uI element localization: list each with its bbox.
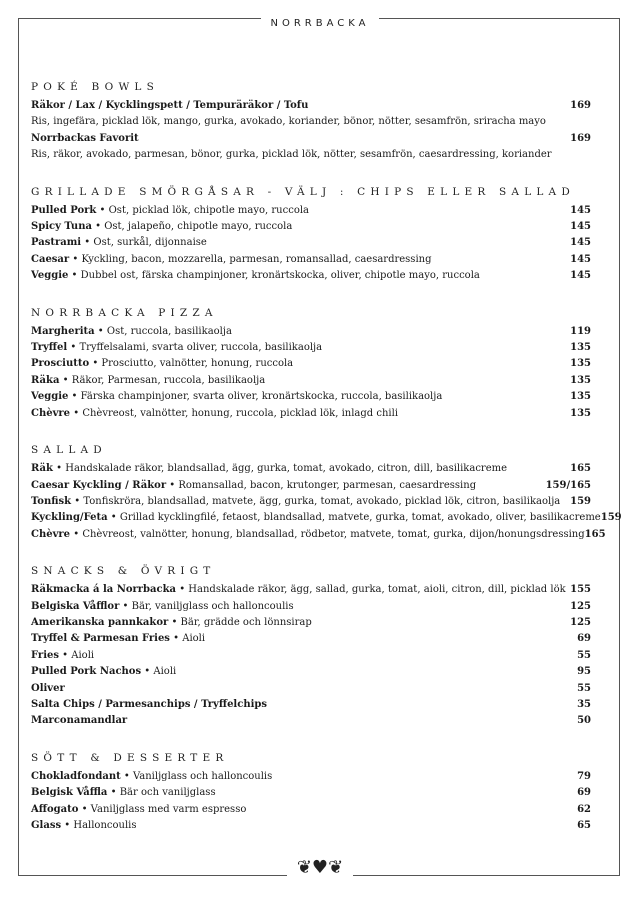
menu-item-name: Kyckling/Feta [31, 512, 108, 524]
menu-item-price: 119 [570, 325, 591, 337]
bullet-separator: • [67, 342, 80, 354]
menu-item-name: Amerikanska pannkakor [31, 616, 169, 628]
menu-item-description: Vaniljglass och halloncoulis [132, 770, 273, 782]
bullet-separator: • [78, 803, 91, 815]
bullet-separator: • [168, 616, 181, 628]
menu-item-name: Veggie [31, 391, 69, 403]
menu-item-name: Räka [31, 374, 60, 386]
menu-item-text [31, 769, 272, 785]
menu-item-name: Salta Chips / Parmesanchips / Tryffelchips [31, 698, 268, 710]
menu-item-description: Grillad kycklingfilé, fetaost, blandsallad, matvete, gurka, tomat, avokado, oliver, basilikacreme [119, 512, 601, 524]
menu-item-price: 159 [600, 512, 622, 524]
footer-ornament [0, 857, 640, 878]
menu-item-text [31, 648, 94, 664]
menu-item-text [31, 697, 267, 713]
menu-item-text [31, 599, 294, 615]
menu-section [31, 752, 591, 835]
menu-item-text [31, 664, 176, 680]
menu-item [31, 697, 591, 713]
menu-item-price: 159/165 [545, 479, 591, 491]
menu-item-text [31, 219, 292, 235]
menu-item-name: Chèvre [31, 528, 71, 540]
menu-item [31, 664, 591, 680]
menu-item-price: 69 [577, 787, 591, 799]
menu-item-price: 65 [577, 820, 591, 831]
menu-item [31, 461, 591, 477]
menu-item-text [31, 582, 566, 598]
menu-item-price: 165 [570, 463, 591, 475]
menu-item-description: Handskalade räkor, blandsallad, ägg, gurka, tomat, avokado, citron, dill, basilikacreme [65, 463, 508, 475]
menu-item-price: 165 [584, 528, 606, 540]
menu-item [31, 340, 591, 356]
menu-item-price: 79 [577, 770, 591, 782]
menu-item-ingredients: Ris, räkor, avokado, parmesan, bönor, gurka, picklad lök, nötter, sesamfrön, caesardressing, koriander [31, 149, 552, 161]
menu-item-name: Räkmacka á la Norrbacka [31, 584, 177, 596]
menu-item [31, 785, 591, 801]
menu-item-description: Ost, surkål, dijonnaise [93, 237, 207, 249]
section-title: NORRBACKA PIZZA [31, 306, 218, 319]
menu-item-price: 62 [577, 803, 591, 815]
menu-item [31, 98, 591, 114]
menu-item-text [31, 461, 507, 477]
menu-item [31, 494, 591, 510]
menu-item-name: Pulled Pork Nachos [31, 666, 142, 678]
menu-item-name: Glass [31, 820, 62, 831]
menu-item-text [31, 235, 207, 251]
menu-item-price: 55 [577, 682, 591, 694]
bullet-separator: • [91, 221, 105, 233]
menu-item-name: Caesar Kyckling / Räkor [31, 479, 167, 491]
menu-item [31, 478, 591, 494]
bullet-separator: • [81, 237, 94, 249]
bullet-separator: • [70, 407, 83, 419]
menu-item-price: 135 [570, 407, 591, 419]
menu-item-text [31, 252, 431, 268]
menu-item-description: Bär, grädde och lönnsirap [180, 616, 312, 628]
menu-item-name: Margherita [31, 325, 95, 337]
menu-item-text [31, 615, 312, 631]
menu-item-name: Marconamandlar [31, 715, 128, 727]
menu-item [31, 769, 591, 785]
menu-item-description: Handskalade räkor, ägg, sallad, gurka, tomat, aioli, citron, dill, picklad lök [188, 584, 566, 596]
menu-item-name: Affogato [31, 803, 79, 815]
menu-item-description: Prosciutto, valnötter, honung, ruccola [101, 358, 294, 370]
menu-item [31, 324, 591, 340]
ornament-icon: ❦♥❦ [287, 857, 353, 878]
bullet-separator: • [96, 204, 109, 216]
menu-item [31, 615, 591, 631]
menu-item-description: Aioli [153, 666, 177, 678]
menu-item [31, 203, 591, 219]
menu-item-text [31, 98, 308, 114]
section-title: POKÉ BOWLS [31, 81, 159, 93]
menu-item-description: Räkor, Parmesan, ruccola, basilikaolja [71, 374, 266, 386]
menu-item-text [31, 203, 309, 219]
menu-item [31, 527, 606, 543]
menu-item-text [31, 802, 246, 818]
menu-item-name: Caesar [31, 253, 70, 265]
menu-item-name: Tryffel & Parmesan Fries [31, 633, 170, 645]
menu-item-text [31, 785, 216, 801]
menu-item-name: Räkor / Lax / Kycklingspett / Tempuräräkor / Tofu [31, 100, 309, 111]
menu-item-price: 125 [570, 616, 591, 628]
section-title: SNACKS & ÖVRIGT [31, 565, 216, 578]
menu-section [31, 186, 591, 285]
menu-item-price: 69 [577, 633, 591, 645]
menu-item-text [31, 510, 601, 526]
section-title: GRILLADE SMÖRGÅSAR - VÄLJ : CHIPS ELLER SALLAD [31, 185, 575, 198]
bullet-separator: • [68, 270, 81, 282]
menu-item-name: Norrbackas Favorit [31, 132, 139, 144]
menu-content [31, 81, 622, 856]
menu-item-text [31, 356, 293, 372]
menu-item-description: Aioli [182, 633, 206, 645]
menu-item-price: 145 [570, 204, 591, 216]
menu-item-description: Ost, ruccola, basilikaolja [106, 325, 232, 337]
menu-item-price: 35 [577, 698, 591, 710]
menu-item-description: Ost, jalapeño, chipotle mayo, ruccola [104, 221, 293, 233]
menu-item-name: Pastrami [31, 237, 82, 249]
menu-item-price: 50 [577, 715, 591, 727]
menu-item-text [31, 478, 476, 494]
menu-item-name: Spicy Tuna [31, 221, 92, 233]
menu-item-description: Kyckling, bacon, mozzarella, parmesan, romansallad, caesardressing [81, 253, 432, 265]
menu-item-name: Tonfisk [31, 495, 72, 507]
menu-item-text [31, 340, 322, 356]
menu-item-text [31, 494, 560, 510]
menu-item [31, 802, 591, 818]
menu-item-description: Romansallad, bacon, krutonger, parmesan, caesardressing [178, 479, 477, 491]
menu-item-description: Halloncoulis [73, 820, 137, 831]
bullet-separator: • [52, 463, 66, 475]
menu-item-description: Chèvreost, valnötter, honung, ruccola, picklad lök, inlagd chili [82, 407, 399, 419]
menu-item [31, 219, 591, 235]
menu-item-text [31, 324, 232, 340]
bullet-separator: • [107, 787, 120, 799]
menu-item-text [31, 713, 127, 729]
section-title: SÖTT & DESSERTER [31, 751, 229, 764]
menu-item-description: Bär, vaniljglass och halloncoulis [131, 600, 294, 612]
bullet-separator: • [169, 633, 183, 645]
menu-item-price: 135 [570, 374, 591, 386]
menu-item [31, 131, 591, 147]
menu-item-price: 155 [570, 584, 591, 596]
bullet-separator: • [94, 325, 107, 337]
bullet-separator: • [68, 391, 81, 403]
menu-item [31, 252, 591, 268]
menu-item-text [31, 631, 205, 647]
menu-item-description: Chèvreost, valnötter, honung, blandsallad, rödbetor, matvete, tomat, gurka, dijon/honungsdressing [82, 528, 585, 540]
menu-item [31, 389, 591, 405]
menu-item-description: Tryffelsalami, svarta oliver, ruccola, basilikaolja [79, 342, 323, 354]
menu-item-price: 145 [570, 253, 591, 265]
menu-item [31, 406, 591, 422]
bullet-separator: • [141, 666, 154, 678]
menu-item-name: Veggie [31, 270, 69, 282]
bullet-separator: • [59, 374, 72, 386]
menu-item-name: Oliver [31, 682, 65, 694]
bullet-separator: • [61, 820, 74, 831]
menu-item-ingredients: Ris, ingefära, picklad lök, mango, gurka, avokado, koriander, bönor, nötter, sesamfrön, sriracha mayo [31, 116, 546, 128]
menu-item-name: Chèvre [31, 407, 71, 419]
menu-item-price: 135 [570, 358, 591, 370]
menu-item-price: 135 [570, 342, 591, 354]
menu-item [31, 268, 591, 284]
bullet-separator: • [58, 649, 72, 661]
menu-item-description: Tonfiskröra, blandsallad, matvete, ägg, gurka, tomat, avokado, picklad lök, citron, basilikaolja [83, 495, 561, 507]
menu-section [31, 307, 591, 422]
menu-item-name: Belgiska Våfflor [31, 600, 120, 612]
menu-item-price: 125 [570, 600, 591, 612]
menu-item-price: 95 [577, 666, 591, 678]
section-title: SALLAD [31, 444, 107, 457]
menu-item-text [31, 131, 139, 147]
menu-item-description: Aioli [71, 649, 95, 661]
menu-item [31, 818, 591, 834]
bullet-separator: • [70, 528, 83, 540]
menu-item-price: 145 [570, 221, 591, 233]
menu-item-price: 159 [570, 495, 591, 507]
menu-item [31, 681, 591, 697]
brand-name: NORRBACKA [261, 18, 380, 29]
menu-item-price: 135 [570, 391, 591, 403]
menu-item [31, 373, 591, 389]
menu-item-name: Pulled Pork [31, 204, 97, 216]
menu-item-price: 55 [577, 649, 591, 661]
menu-item [31, 235, 591, 251]
menu-item-description: Dubbel ost, färska champinjoner, kronärtskocka, oliver, chipotle mayo, ruccola [80, 270, 480, 282]
menu-item-text [31, 681, 65, 697]
menu-section [31, 81, 591, 164]
menu-item-price: 145 [570, 270, 591, 282]
menu-item-text [31, 268, 480, 284]
bullet-separator: • [166, 479, 179, 491]
menu-item-description: Bär och vaniljglass [119, 787, 216, 799]
menu-item-description: Vaniljglass med varm espresso [90, 803, 247, 815]
menu-item-name: Tryffel [31, 342, 68, 354]
menu-item-name: Fries [31, 649, 59, 661]
bullet-separator: • [69, 253, 82, 265]
bullet-separator: • [71, 495, 84, 507]
menu-item-text [31, 406, 398, 422]
brand-header [0, 11, 640, 30]
menu-item [31, 356, 591, 372]
menu-item [31, 599, 591, 615]
bullet-separator: • [120, 770, 133, 782]
bullet-separator: • [107, 512, 120, 524]
menu-item [31, 631, 591, 647]
menu-item [31, 648, 591, 664]
menu-item-description: Ost, picklad lök, chipotle mayo, ruccola [108, 204, 309, 216]
menu-item-name: Prosciutto [31, 358, 90, 370]
menu-section [31, 565, 591, 730]
menu-item-name: Belgisk Våffla [31, 787, 108, 799]
menu-item-description: Färska champinjoner, svarta oliver, kronärtskocka, ruccola, basilikaolja [80, 391, 443, 403]
menu-item [31, 510, 622, 526]
menu-item [31, 713, 591, 729]
menu-item [31, 582, 591, 598]
menu-item-price: 145 [570, 237, 591, 249]
menu-item-price: 169 [570, 132, 591, 144]
menu-section [31, 444, 622, 543]
menu-item-price: 169 [570, 100, 591, 111]
menu-item-text [31, 373, 265, 389]
menu-item-text [31, 818, 136, 834]
menu-item-text [31, 527, 585, 543]
bullet-separator: • [89, 358, 102, 370]
menu-item-name: Räk [31, 463, 53, 475]
bullet-separator: • [119, 600, 132, 612]
menu-item-text [31, 389, 442, 405]
menu-item-name: Chokladfondant [31, 770, 121, 782]
bullet-separator: • [176, 584, 189, 596]
